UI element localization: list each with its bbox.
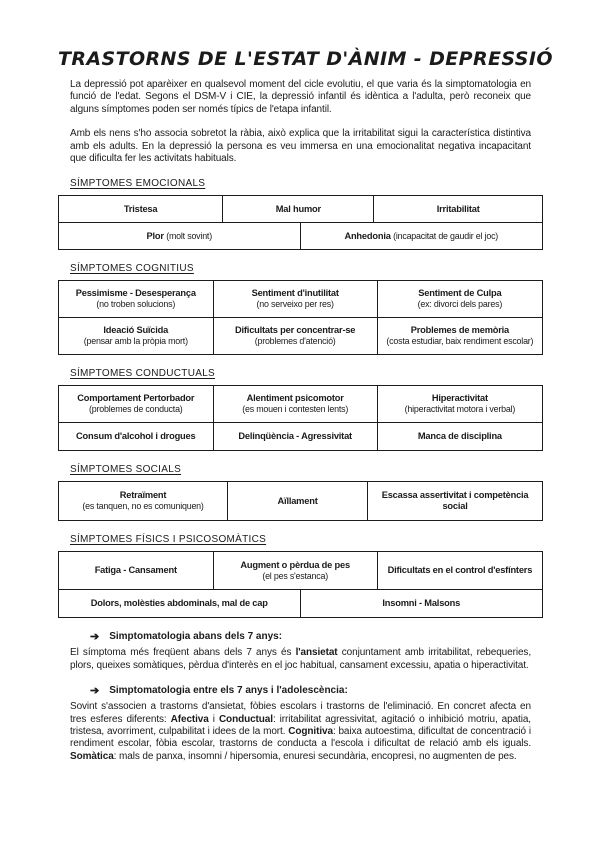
cell-text	[252, 288, 339, 311]
cell-text	[382, 598, 460, 609]
cell-note-text: (el pes s'estanca)	[262, 570, 328, 581]
note-paragraph	[70, 647, 531, 672]
table-row	[59, 318, 542, 354]
intro-paragraph-2: Amb els nens s'ho associa sobretot la ràbia, això explica que la irritabilitat sigui la característica distintiva amb els adults. En la depressió la persona es veu immersa en una emocionalitat negativa incapacitant que dificulta fer les activitats habituals.	[70, 128, 531, 165]
symptom-table	[58, 481, 543, 521]
cell-text	[405, 393, 516, 416]
table-cell	[59, 590, 301, 617]
cell-main-text: Alentiment psicomotor	[246, 393, 344, 404]
cell-text	[91, 598, 268, 609]
section-heading	[70, 178, 531, 190]
arrow-icon: ➔	[90, 685, 100, 698]
table-cell	[214, 386, 378, 422]
table-row	[59, 590, 542, 617]
cell-text	[76, 431, 195, 442]
section-heading	[70, 368, 531, 380]
cell-text	[386, 325, 533, 348]
note-heading	[70, 685, 531, 697]
note-text-segment: : irritabilitat agressivitat, agitació o inhibició motriu, apatia, tristesa, avorriment, culpabilitat i idees de la mort.	[70, 713, 531, 738]
table-cell	[59, 552, 214, 589]
cell-main-text: Dificultats per concentrar-se	[235, 325, 356, 336]
table-row	[59, 482, 542, 520]
bold-term: Somàtica	[70, 750, 114, 762]
cell-main-text: Escassa assertivitat i competència social	[381, 490, 529, 512]
cell-main-text: Irritabilitat	[436, 203, 480, 214]
table-cell	[59, 318, 214, 354]
table-row	[59, 281, 542, 318]
section-heading-text: SÍMPTOMES COGNITIUS	[70, 263, 194, 275]
section-heading-text: SÍMPTOMES SOCIALS	[70, 464, 182, 476]
cell-main-text: Retraïment	[119, 490, 167, 501]
age-notes	[58, 631, 543, 763]
cell-main-text: Tristesa	[123, 203, 158, 214]
cell-main-text: Pessimisme - Desesperança	[75, 288, 196, 299]
table-cell	[59, 423, 214, 450]
cell-text	[124, 204, 158, 215]
cell-text	[418, 288, 502, 311]
table-cell	[214, 281, 378, 317]
table-cell	[378, 423, 542, 450]
cell-note-text: (no troben solucions)	[96, 299, 176, 310]
symptom-table	[58, 280, 543, 355]
cell-main-text: Insomni - Malsons	[382, 598, 461, 609]
cell-text	[238, 431, 352, 442]
cell-text	[344, 231, 498, 242]
section-heading	[70, 263, 531, 275]
cell-text	[418, 431, 502, 442]
cell-text	[77, 393, 194, 416]
cell-note-text: (no serveixo per res)	[256, 299, 334, 310]
cell-text	[372, 490, 538, 513]
intro-paragraph-1: La depressió pot aparèixer en qualsevol moment del cicle evolutiu, el que varia és la simptomatologia en funció de l'edat. Segons el DSM-V i CIE, la depressió infantil és idèntica a l'adulta, però reconeix que alguns símptomes poden ser només típics de l'etapa infantil.	[70, 79, 531, 115]
bold-term: Conductual	[218, 713, 273, 725]
table-cell	[59, 223, 301, 249]
table-cell	[214, 423, 378, 450]
cell-note-text: (hiperactivitat motora i verbal)	[404, 404, 516, 415]
table-cell	[59, 196, 223, 222]
note-paragraph	[70, 701, 531, 763]
cell-note-text: (molt sovint)	[166, 230, 212, 241]
cell-note-text: (es tanquen, no es comuniquen)	[82, 501, 204, 512]
note-heading	[70, 631, 531, 643]
note-heading-text: Simptomatologia entre els 7 anys i l'adolescència:	[109, 685, 348, 697]
bold-term: Afectiva	[170, 713, 209, 725]
cell-main-text: Plor	[146, 230, 164, 241]
cell-note-text: (incapacitat de gaudir el joc)	[393, 230, 499, 241]
cell-text	[276, 204, 321, 215]
cell-text	[242, 393, 348, 416]
cell-main-text: Dificultats en el control d'esfínters	[387, 565, 533, 576]
cell-text	[240, 560, 350, 583]
cell-text	[76, 288, 196, 311]
table-cell	[378, 318, 542, 354]
cell-text	[147, 231, 212, 242]
table-cell	[59, 386, 214, 422]
cell-text	[82, 490, 203, 513]
cell-main-text: Anhedonia	[344, 230, 391, 241]
symptom-sections	[58, 178, 543, 618]
symptom-table	[58, 551, 543, 618]
cell-text	[84, 325, 188, 348]
cell-text	[278, 496, 318, 507]
section-heading-text: SÍMPTOMES CONDUCTUALS	[70, 368, 216, 380]
section-heading-text: SÍMPTOMES EMOCIONALS	[70, 178, 206, 190]
cell-main-text: Comportament Pertorbador	[77, 393, 195, 404]
cell-note-text: (problemes de conducta)	[88, 404, 183, 415]
table-row	[59, 552, 542, 590]
note-heading-text: Simptomatologia abans dels 7 anys:	[109, 631, 283, 643]
table-cell	[301, 223, 543, 249]
cell-text	[235, 325, 355, 348]
cell-main-text: Mal humor	[275, 203, 321, 214]
cell-main-text: Sentiment d'inutilitat	[251, 288, 339, 299]
table-row	[59, 386, 542, 423]
section-heading-text: SÍMPTOMES FÍSICS I PSICOSOMÀTICS	[70, 534, 267, 546]
cell-main-text: Hiperactivitat	[431, 393, 488, 404]
cell-note-text: (ex: divorci dels pares)	[417, 299, 503, 310]
cell-main-text: Consum d'alcohol i drogues	[76, 431, 196, 442]
note-text-segment: El símptoma més freqüent abans dels 7 anys és	[70, 647, 296, 659]
table-row	[59, 423, 542, 450]
table-cell	[59, 482, 228, 520]
cell-main-text: Sentiment de Culpa	[418, 288, 502, 299]
bold-term: l'ansietat	[295, 647, 338, 659]
cell-main-text: Delinqüència - Agressivitat	[238, 431, 352, 442]
bold-term: Cognitiva	[288, 726, 333, 738]
page-title: TRASTORNS DE L'ESTAT D'ÀNIM - DEPRESSIÓ	[58, 48, 553, 70]
cell-text	[388, 565, 533, 576]
note-text-segment: Sovint s'associen a trastorns d'ansietat, fòbies escolars i trastorns de l'eliminació. En concret afecta en tres esferes diferents:	[70, 701, 531, 725]
table-cell	[378, 386, 542, 422]
cell-main-text: Manca de disciplina	[417, 431, 502, 442]
table-cell	[378, 552, 542, 589]
cell-text	[437, 204, 480, 215]
table-cell	[228, 482, 368, 520]
table-cell	[214, 318, 378, 354]
note-text-segment: : baixa autoestima, dificultat de concentració i rendiment escolar, fòbia escolar, trastorns de conducta a l'escola i dificultat de relació amb els iguals.	[70, 726, 531, 750]
table-cell	[378, 281, 542, 317]
note-text-segment: conjuntament amb irritabilitat, rebequeries, plors, queixes somàtiques, pèrdua d'interès en el joc habitual, cansament excessiu, apatia o hiperactivitat.	[70, 647, 531, 671]
cell-main-text: Problemes de memòria	[410, 325, 510, 336]
cell-main-text: Dolors, molèsties abdominals, mal de cap	[90, 598, 268, 609]
section-heading	[70, 464, 531, 476]
note-text-segment: i	[208, 713, 219, 725]
cell-note-text: (costa estudiar, baix rendiment escolar)	[386, 336, 534, 347]
cell-main-text: Aïllament	[277, 495, 318, 506]
table-cell	[59, 281, 214, 317]
section-heading	[70, 534, 531, 546]
symptom-table	[58, 195, 543, 250]
cell-note-text: (problemes d'atenció)	[254, 336, 336, 347]
cell-text	[95, 565, 177, 576]
arrow-icon: ➔	[90, 631, 100, 644]
table-cell	[223, 196, 374, 222]
cell-main-text: Fatiga - Cansament	[94, 565, 177, 576]
table-cell	[368, 482, 542, 520]
table-cell	[214, 552, 378, 589]
cell-main-text: Augment o pèrdua de pes	[240, 559, 350, 570]
note-text-segment: : mals de panxa, insomni / hipersomia, enuresi secundària, encopresi, no augmenten de pes.	[113, 750, 517, 762]
table-cell	[301, 590, 543, 617]
table-row	[59, 196, 542, 223]
table-cell	[374, 196, 542, 222]
symptom-table	[58, 385, 543, 451]
cell-note-text: (pensar amb la pròpia mort)	[83, 336, 188, 347]
cell-main-text: Ideació Suïcida	[103, 325, 169, 336]
cell-note-text: (es mouen i contesten lents)	[242, 404, 349, 415]
table-row	[59, 223, 542, 249]
